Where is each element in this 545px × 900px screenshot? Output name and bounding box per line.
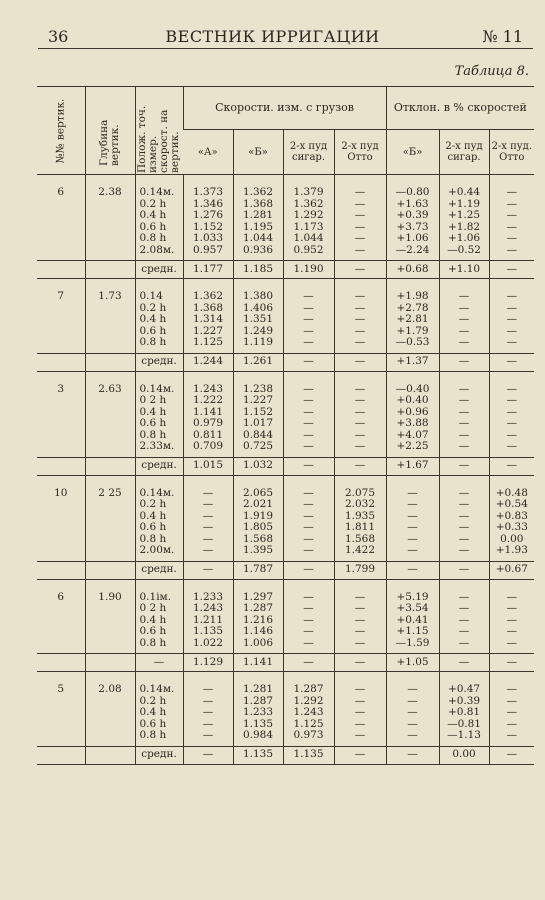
average-row [37, 261, 534, 279]
cell-speed-b: 1.362 1.368 1.281 1.195 1.044 0.936 [233, 181, 283, 261]
cell-speed-sig: — — — — — — [283, 378, 334, 458]
cell-vert-no: 6 [37, 586, 85, 654]
cell-speed-sig: — — — — — — [283, 482, 334, 562]
cell-dev-b: — — — — — — [386, 482, 439, 562]
table-row [37, 586, 534, 654]
cell-position: 0.14м. 0.2 h 0.4 h 0.6 h 0.8 h 2.00м. [135, 482, 183, 562]
page-number: 36 [48, 27, 69, 46]
table-label: Таблица 8. [454, 64, 529, 79]
col-position: Полож. точ. измер. скорост. на вертик. [135, 87, 183, 175]
cell-dev-sig: — — — — — [439, 285, 489, 353]
avg-speed-otto: — [334, 457, 386, 475]
avg-speed-sig: 1.135 [283, 746, 334, 764]
avg-position: средн. [135, 261, 183, 279]
avg-dev-b: +1.37 [386, 353, 439, 371]
cell-dev-sig: — — — — — — [439, 482, 489, 562]
cell-dev-otto: — — — — — — [489, 181, 534, 261]
avg-dev-sig: — [439, 654, 489, 672]
table-body [37, 175, 534, 765]
avg-dev-sig: 0.00 [439, 746, 489, 764]
cell-speed-a: — — — — — — [183, 482, 233, 562]
cell-speed-otto: — — — — — [334, 285, 386, 353]
avg-speed-a: — [183, 561, 233, 579]
avg-speed-sig: — [283, 561, 334, 579]
avg-dev-sig: +1.10 [439, 261, 489, 279]
cell-dev-otto: +0.48 +0.54 +0.83 +0.33 0.00 +1.93 [489, 482, 534, 562]
cell-depth: 2.63 [85, 378, 135, 458]
col-sig: 2-х пуд сигар. [283, 130, 334, 175]
cell-dev-b: —0.40 +0.40 +0.96 +3.88 +4.07 +2.25 [386, 378, 439, 458]
cell-dev-b: — — — — — [386, 678, 439, 746]
col-dev-sig: 2-х пуд сигар. [439, 130, 489, 175]
table-row [37, 285, 534, 353]
cell-vert-no: 5 [37, 678, 85, 746]
avg-position: средн. [135, 561, 183, 579]
cell-speed-a: — — — — — [183, 678, 233, 746]
avg-dev-otto: — [489, 746, 534, 764]
avg-speed-otto: — [334, 746, 386, 764]
avg-dev-sig: — [439, 561, 489, 579]
cell-dev-sig: — — — — — [439, 586, 489, 654]
col-group-speeds: Скорости. изм. с грузов [183, 87, 386, 130]
cell-dev-sig: +0.47 +0.39 +0.81 —0.81 —1.13 [439, 678, 489, 746]
avg-speed-a: 1.129 [183, 654, 233, 672]
cell-depth: 2.08 [85, 678, 135, 746]
avg-dev-b: +1.67 [386, 457, 439, 475]
col-dev-otto: 2-х пуд. Отто [489, 130, 534, 175]
table-row [37, 482, 534, 562]
avg-dev-sig: — [439, 457, 489, 475]
avg-dev-otto: — [489, 457, 534, 475]
average-row [37, 746, 534, 764]
avg-speed-sig: — [283, 457, 334, 475]
cell-depth: 1.90 [85, 586, 135, 654]
avg-position: — [135, 654, 183, 672]
cell-dev-otto: — — — — — [489, 285, 534, 353]
avg-speed-b: 1.185 [233, 261, 283, 279]
col-dev-b: «Б» [386, 130, 439, 175]
cell-vert-no: 6 [37, 181, 85, 261]
cell-speed-sig: — — — — — [283, 586, 334, 654]
avg-position: средн. [135, 457, 183, 475]
col-depth: Глубина вертик. [85, 87, 135, 175]
cell-dev-otto: — — — — — [489, 678, 534, 746]
avg-speed-otto: 1.799 [334, 561, 386, 579]
col-a: «А» [183, 130, 233, 175]
cell-position: 0.14м. 0.2 h 0.4 h 0.6 h 0.8 h [135, 678, 183, 746]
cell-speed-otto: — — — — — [334, 586, 386, 654]
cell-dev-otto: — — — — — [489, 586, 534, 654]
cell-dev-b: +1.98 +2.78 +2.81 +1.79 —0.53 [386, 285, 439, 353]
cell-speed-otto: — — — — — — [334, 181, 386, 261]
cell-dev-sig: +0.44 +1.19 +1.25 +1.82 +1.06 —0.52 [439, 181, 489, 261]
cell-speed-otto: — — — — — [334, 678, 386, 746]
col-group-deviation: Отклон. в % скоростей [386, 87, 534, 130]
avg-speed-sig: 1.190 [283, 261, 334, 279]
cell-vert-no: 10 [37, 482, 85, 562]
cell-speed-a: 1.243 1.222 1.141 0.979 0.811 0.709 [183, 378, 233, 458]
cell-speed-a: 1.373 1.346 1.276 1.152 1.033 0.957 [183, 181, 233, 261]
cell-speed-b: 1.281 1.287 1.233 1.135 0.984 [233, 678, 283, 746]
table-row [37, 678, 534, 746]
cell-dev-b: —0.80 +1.63 +0.39 +3.73 +1.06 —2.24 [386, 181, 439, 261]
cell-speed-sig: 1.287 1.292 1.243 1.125 0.973 [283, 678, 334, 746]
cell-speed-otto: — — — — — — [334, 378, 386, 458]
avg-dev-b: +0.68 [386, 261, 439, 279]
cell-dev-otto: — — — — — — [489, 378, 534, 458]
cell-speed-sig: 1.379 1.362 1.292 1.173 1.044 0.952 [283, 181, 334, 261]
average-row [37, 457, 534, 475]
cell-speed-b: 2.065 2.021 1.919 1.805 1.568 1.395 [233, 482, 283, 562]
avg-position: средн. [135, 353, 183, 371]
avg-speed-otto: — [334, 261, 386, 279]
average-row [37, 654, 534, 672]
cell-depth: 2 25 [85, 482, 135, 562]
data-table [37, 86, 534, 765]
avg-speed-otto: — [334, 654, 386, 672]
cell-position: 0.14м. 0 2 h 0.4 h 0.6 h 0.8 h 2.33м. [135, 378, 183, 458]
avg-speed-b: 1.787 [233, 561, 283, 579]
avg-speed-a: 1.244 [183, 353, 233, 371]
page-header [0, 24, 545, 50]
table-row [37, 378, 534, 458]
avg-speed-b: 1.135 [233, 746, 283, 764]
header-rule [38, 48, 533, 49]
avg-speed-b: 1.261 [233, 353, 283, 371]
cell-speed-sig: — — — — — [283, 285, 334, 353]
cell-dev-b: +5.19 +3.54 +0.41 +1.15 —1.59 [386, 586, 439, 654]
avg-dev-b: — [386, 561, 439, 579]
cell-vert-no: 3 [37, 378, 85, 458]
cell-speed-b: 1.380 1.406 1.351 1.249 1.119 [233, 285, 283, 353]
cell-vert-no: 7 [37, 285, 85, 353]
avg-dev-otto: — [489, 261, 534, 279]
avg-speed-a: — [183, 746, 233, 764]
avg-dev-b: — [386, 746, 439, 764]
avg-speed-b: 1.032 [233, 457, 283, 475]
avg-speed-sig: — [283, 353, 334, 371]
cell-position: 0.1ім. 0 2 h 0.4 h 0.6 h 0.8 h [135, 586, 183, 654]
cell-speed-b: 1.238 1.227 1.152 1.017 0.844 0.725 [233, 378, 283, 458]
col-otto: 2-х пуд Отто [334, 130, 386, 175]
col-vert-no: №№ вертик. [37, 87, 85, 175]
avg-dev-otto: — [489, 353, 534, 371]
cell-position: 0.14 0.2 h 0.4 h 0.6 h 0.8 h [135, 285, 183, 353]
avg-position: средн. [135, 746, 183, 764]
col-b: «Б» [233, 130, 283, 175]
cell-speed-b: 1.297 1.287 1.216 1.146 1.006 [233, 586, 283, 654]
journal-title: ВЕСТНИК ИРРИГАЦИИ [165, 27, 380, 46]
cell-depth: 1.73 [85, 285, 135, 353]
avg-speed-otto: — [334, 353, 386, 371]
avg-dev-otto: — [489, 654, 534, 672]
avg-speed-a: 1.177 [183, 261, 233, 279]
cell-speed-a: 1.233 1.243 1.211 1.135 1.022 [183, 586, 233, 654]
avg-speed-a: 1.015 [183, 457, 233, 475]
avg-speed-b: 1.141 [233, 654, 283, 672]
avg-dev-sig: — [439, 353, 489, 371]
average-row [37, 561, 534, 579]
cell-depth: 2.38 [85, 181, 135, 261]
issue-number: № 11 [482, 27, 523, 46]
average-row [37, 353, 534, 371]
table-row [37, 181, 534, 261]
avg-dev-b: +1.05 [386, 654, 439, 672]
cell-speed-a: 1.362 1.368 1.314 1.227 1.125 [183, 285, 233, 353]
avg-speed-sig: — [283, 654, 334, 672]
cell-dev-sig: — — — — — — [439, 378, 489, 458]
cell-speed-otto: 2.075 2.032 1.935 1.811 1.568 1.422 [334, 482, 386, 562]
cell-position: 0.14м. 0.2 h 0.4 h 0.6 h 0.8 h 2.08м. [135, 181, 183, 261]
avg-dev-otto: +0.67 [489, 561, 534, 579]
